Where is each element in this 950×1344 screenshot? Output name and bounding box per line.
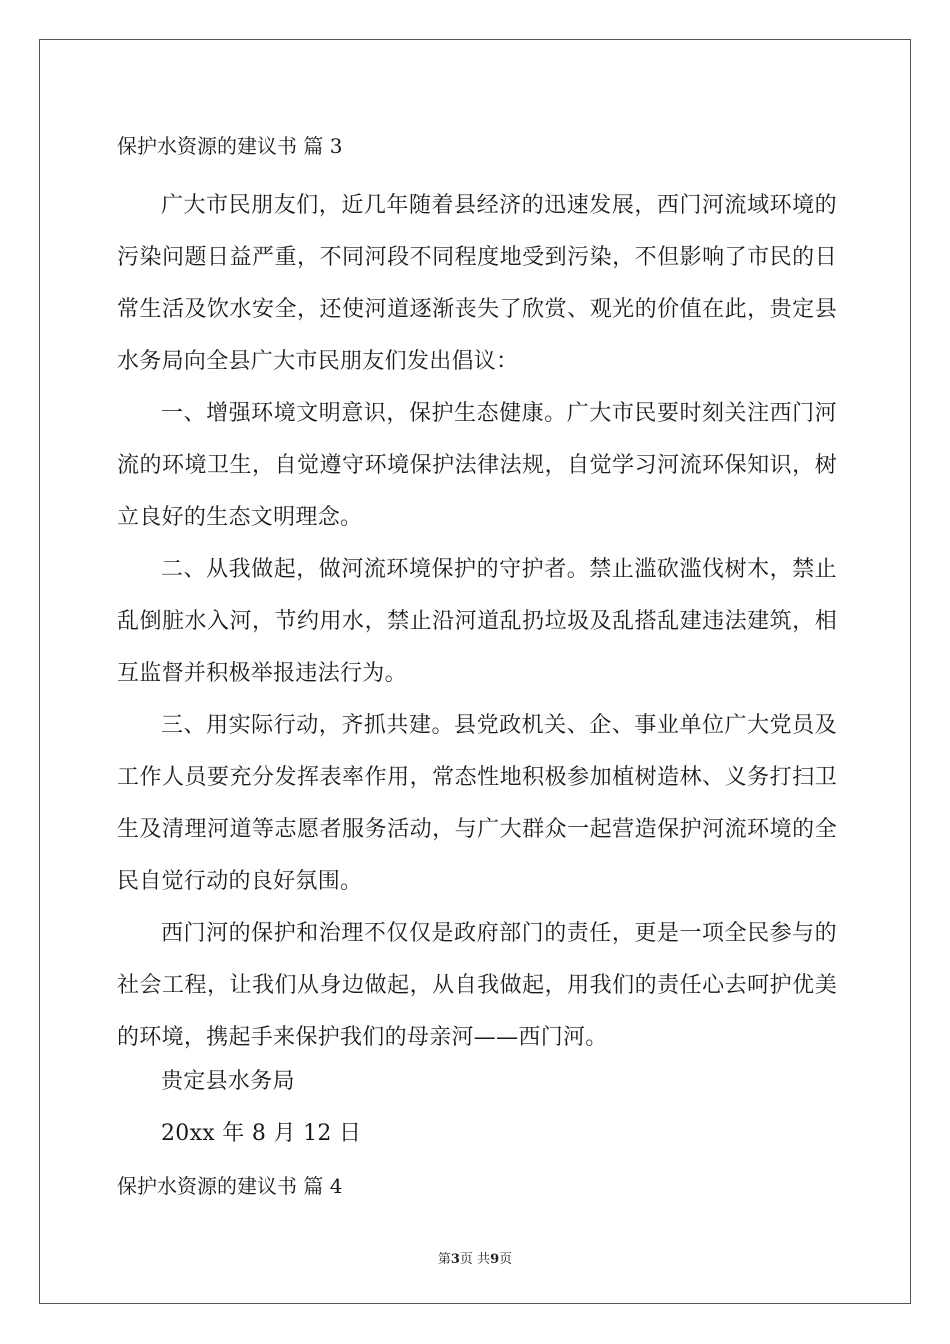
- page-total: 9: [490, 1252, 500, 1267]
- page-prefix: 第: [437, 1252, 451, 1267]
- page-mid: 页 共: [459, 1252, 491, 1267]
- section-heading-4: 保护水资源的建议书 篇 4: [117, 1174, 343, 1198]
- signature: 贵定县水务局: [161, 1069, 295, 1094]
- page-current: 3: [450, 1252, 460, 1267]
- paragraph-intro: 广大市民朋友们，近几年随着县经济的迅速发展，西门河流域环境的污染问题日益严重，不同河段不同程度地受到污染，不但影响了市民的日常生活及饮水安全，还使河道逐渐丧失了欣赏、观光的价值在此，贵定县水务局向全县广大市民朋友们发出倡议：: [117, 193, 837, 374]
- paragraph-point-2: 二、从我做起，做河流环境保护的守护者。禁止滥砍滥伐树木，禁止乱倒脏水入河，节约用水，禁止沿河道乱扔垃圾及乱搭乱建违法建筑，相互监督并积极举报违法行为。: [117, 557, 837, 686]
- paragraph-conclusion: 西门河的保护和治理不仅仅是政府部门的责任，更是一项全民参与的社会工程，让我们从身边做起，从自我做起，用我们的责任心去呵护优美的环境，携起手来保护我们的母亲河——西门河。: [117, 921, 837, 1050]
- date: 20xx 年 8 月 12 日: [161, 1121, 362, 1146]
- paragraph-point-3: 三、用实际行动，齐抓共建。县党政机关、企、事业单位广大党员及工作人员要充分发挥表率作用，常态性地积极参加植树造林、义务打扫卫生及清理河道等志愿者服务活动，与广大群众一起营造保护河流环境的全民自觉行动的良好氛围。: [117, 713, 837, 894]
- document-body: [117, 128, 837, 1220]
- page-suffix: 页: [499, 1252, 513, 1267]
- paragraph-point-1: 一、增强环境文明意识，保护生态健康。广大市民要时刻关注西门河流的环境卫生，自觉遵守环境保护法律法规，自觉学习河流环保知识，树立良好的生态文明理念。: [117, 401, 837, 530]
- page-footer: [0, 1248, 950, 1267]
- section-heading-3: 保护水资源的建议书 篇 3: [117, 134, 343, 158]
